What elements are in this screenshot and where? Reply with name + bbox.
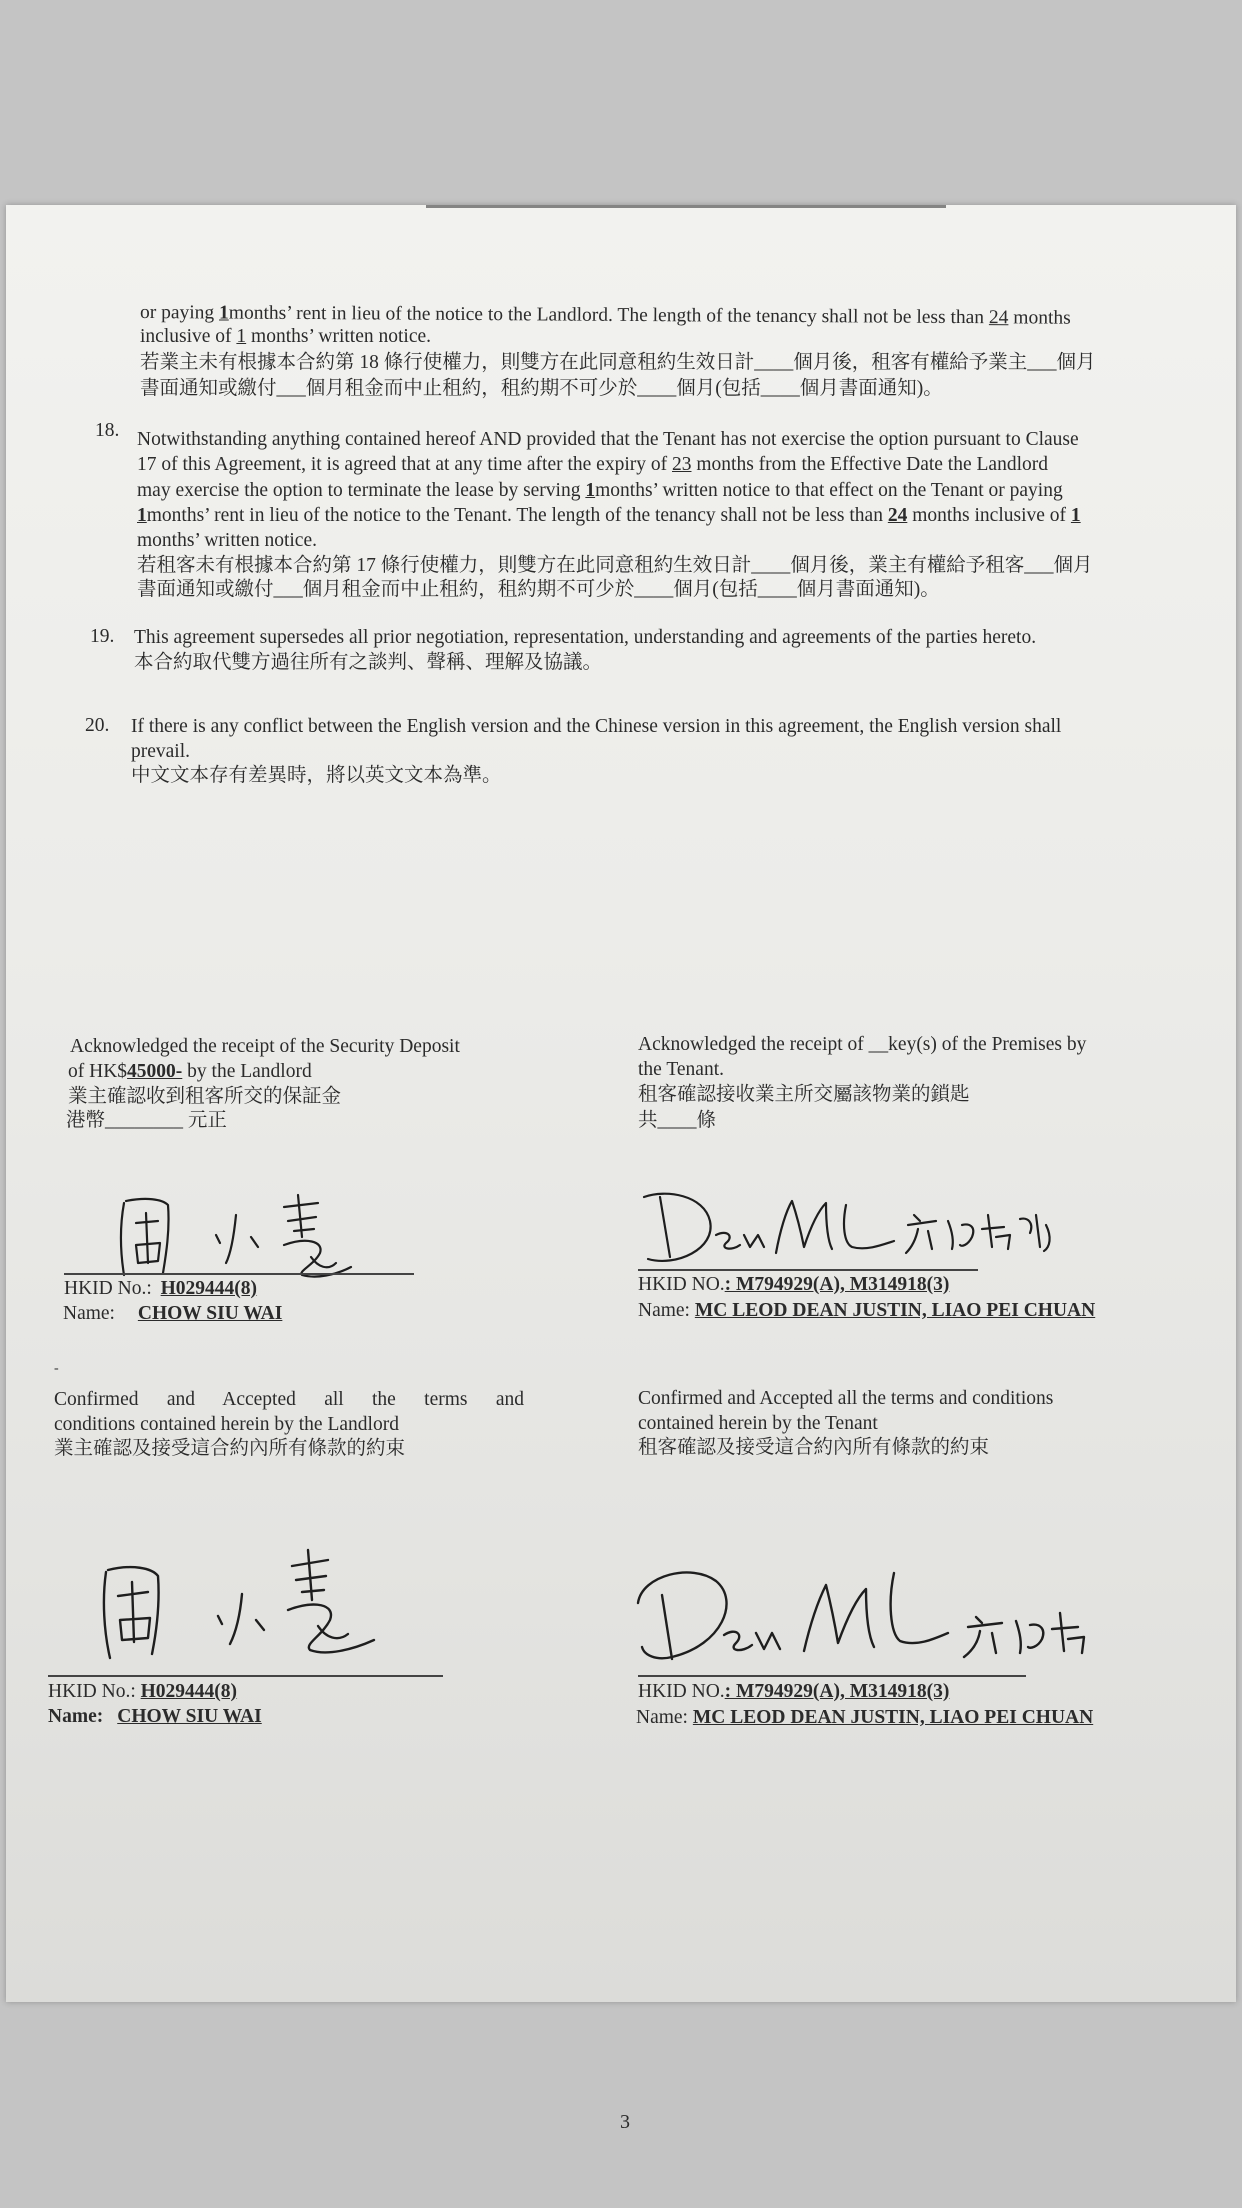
tenant-ack-name-value: MC LEOD DEAN JUSTIN, LIAO PEI CHUAN [694, 1300, 1096, 1321]
landlord-ack-name-value: CHOW SIU WAI [137, 1303, 283, 1324]
landlord-confirm-line1: Confirmed and Accepted all the terms and [54, 1389, 524, 1410]
keys-line2: the Tenant. [638, 1059, 724, 1080]
deposit-zh2: 港幣________ 元正 [66, 1110, 227, 1131]
clause18-line2-a: 17 of this Agreement, it is agreed that at any time after the expiry of [137, 454, 672, 475]
tenant-confirm-name-label: Name: [636, 1707, 693, 1728]
tenant-confirm-zh: 租客確認及接受這合約內所有條款的約束 [638, 1437, 990, 1458]
clause20-en2: prevail. [131, 741, 191, 762]
landlord-confirm-hkid [48, 1680, 247, 1704]
keys-zh1: 租客確認接收業主所交屬該物業的鎖匙 [638, 1084, 970, 1105]
clause18-line2 [137, 453, 1048, 477]
deposit-zh1: 業主確認收到租客所交的保証金 [68, 1086, 342, 1107]
clause18-zh1: 若租客未有根據本合約第 17 條行使權力，則雙方在此同意租約生效日計____個月後，業主有權給予租客___個月 [137, 555, 1093, 576]
clause17-line2-b: months’ written notice. [246, 326, 432, 347]
clause18-line3 [137, 479, 1063, 503]
clause18-line2-b: months from the Effective Date the Landlord [691, 454, 1048, 475]
clause19-zh: 本合約取代雙方過往所有之談判、聲稱、理解及協議。 [134, 652, 603, 673]
landlord-ack-hkid-label: HKID No.: [64, 1278, 157, 1299]
keys-line1: Acknowledged the receipt of __key(s) of the Premises by [638, 1034, 1087, 1055]
deposit-line2 [68, 1060, 312, 1084]
clause17-notice-value: 1 [236, 326, 247, 347]
tenant-ack-name [638, 1299, 1095, 1323]
tenant-confirm-line1: Confirmed and Accepted all the terms and conditions [638, 1388, 1054, 1409]
landlord-ack-name [63, 1302, 308, 1326]
tenant-confirm-hkid-label: HKID NO. [638, 1681, 725, 1702]
tenant-ack-hkid [638, 1273, 993, 1297]
landlord-confirm-name [48, 1705, 302, 1729]
landlord-ack-name-label: Name: [63, 1303, 120, 1324]
clause18-line4-b: months inclusive of [907, 505, 1071, 526]
landlord-signature-line-1 [64, 1273, 414, 1275]
clause18-line1: Notwithstanding anything contained hereof AND provided that the Tenant has not exercise the option pursuant to Clause [137, 429, 1079, 450]
clause18-notice-value: 1 [1070, 505, 1081, 526]
clause20-en1: If there is any conflict between the English version and the Chinese version in this agreement, the English version shall [131, 716, 1062, 737]
landlord-confirm-hkid-label: HKID No.: [48, 1681, 141, 1702]
clause18-line4-a: months’ rent in lieu of the notice to the Tenant. The length of the tenancy shall not be less than [146, 505, 888, 526]
page-number: 3 [620, 2111, 630, 2133]
clause18-zh2: 書面通知或繳付___個月租金而中止租約，租約期不可少於____個月(包括____個月書面通知)。 [137, 579, 940, 600]
clause18-line3-b: months’ written notice to that effect on the Tenant or paying [595, 480, 1063, 501]
tenant-confirm-name-value: MC LEOD DEAN JUSTIN, LIAO PEI CHUAN [692, 1707, 1094, 1728]
clause17-months-value: 1 [219, 302, 229, 324]
clause17-line2-a: inclusive of [140, 326, 237, 347]
tenant-signature-line-2 [638, 1675, 1026, 1677]
page-edge-shadow [426, 205, 946, 208]
landlord-signature-1 [66, 1175, 386, 1285]
deposit-amount: 45000- [127, 1061, 183, 1082]
deposit-line2-b: by the Landlord [182, 1061, 312, 1082]
landlord-ack-hkid-value: H029444(8) [160, 1278, 258, 1299]
clause19-number: 19. [90, 626, 115, 647]
tenant-confirm-line2: contained herein by the Tenant [638, 1413, 878, 1434]
deposit-line1: Acknowledged the receipt of the Security Deposit [70, 1036, 460, 1057]
tenant-signature-2 [632, 1555, 1112, 1675]
clause19-en: This agreement supersedes all prior negotiation, representation, understanding and agreements of the parties hereto. [134, 627, 1037, 648]
landlord-ack-hkid [64, 1277, 271, 1301]
clause18-line5: months’ written notice. [137, 530, 317, 551]
tenant-signature-line-1 [638, 1269, 978, 1271]
tenant-confirm-name [636, 1706, 1093, 1730]
keys-zh2: 共____條 [638, 1110, 717, 1131]
landlord-confirm-dash: - [54, 1361, 59, 1376]
clause17-zh2: 書面通知或繳付___個月租金而中止租約，租約期不可少於____個月(包括____個月書面通知)。 [140, 378, 943, 399]
clause17-zh1: 若業主未有根據本合約第 18 條行使權力，則雙方在此同意租約生效日計____個月後，租客有權給予業主___個月 [140, 352, 1096, 373]
landlord-confirm-hkid-value: H029444(8) [140, 1681, 238, 1702]
clause17-line2 [140, 325, 431, 349]
tenant-confirm-hkid [638, 1680, 971, 1704]
document-page [6, 205, 1236, 2133]
clause18-serving-value: 1 [585, 480, 596, 501]
clause20-zh: 中文文本存有差異時，將以英文文本為準。 [131, 765, 502, 786]
clause18-expiry-value: 23 [672, 454, 692, 475]
tenant-signature-1 [636, 1175, 1076, 1275]
clause18-number: 18. [95, 420, 120, 441]
clause20-number: 20. [85, 715, 110, 736]
clause17-line1-c: months [1008, 307, 1071, 329]
clause17-line1-b: months’ rent in lieu of the notice to the Landlord. The length of the tenancy shall not be less than [228, 302, 990, 329]
landlord-confirm-name-value: CHOW SIU WAI [117, 1706, 262, 1727]
clause17-line1-a: or paying [139, 302, 220, 324]
clause17-length-value: 24 [988, 307, 1009, 329]
tenant-confirm-hkid-value: : M794929(A), M314918(3) [724, 1681, 950, 1702]
clause18-line4 [137, 504, 1081, 528]
landlord-signature-2 [56, 1540, 396, 1670]
clause18-line3-a: may exercise the option to terminate the lease by serving [137, 480, 586, 501]
landlord-confirm-name-label: Name: [48, 1706, 104, 1727]
deposit-line2-a: of HK$ [68, 1061, 128, 1082]
tenant-ack-hkid-label: HKID NO. [638, 1274, 725, 1295]
tenant-ack-hkid-value: : M794929(A), M314918(3) [724, 1274, 950, 1295]
landlord-confirm-line2: conditions contained herein by the Landlord [54, 1414, 399, 1435]
landlord-confirm-zh: 業主確認及接受這合約內所有條款的約束 [54, 1438, 406, 1459]
tenant-ack-name-label: Name: [638, 1300, 695, 1321]
landlord-signature-line-2 [48, 1675, 443, 1677]
clause18-paying-value: 1 [137, 505, 147, 526]
clause18-length-value: 24 [887, 505, 908, 526]
